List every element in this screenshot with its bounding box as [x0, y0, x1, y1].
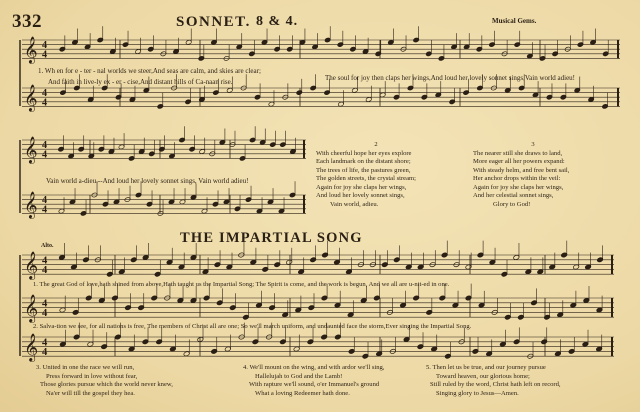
verse-line: 3. United in one the race we will run,	[36, 364, 135, 371]
music-staff	[22, 284, 614, 324]
verse-line: With cheerful hope her eyes explore	[316, 149, 412, 157]
clef: 𝄞	[24, 85, 38, 112]
verse-line: What a loving Redeemer hath done.	[255, 389, 350, 397]
impartial-lyric-2: 2. Salva-tion we see, for all nations is free, The members of Christ all are one; So we'll march uniform, and undaunted face the storm,Ever singing the Impartial Song.	[33, 323, 472, 330]
impartial-verse-4	[243, 364, 384, 398]
verse-line: Hallelujah to God and the Lamb!	[255, 372, 343, 380]
verse-line: Her anchor drops within the veil:	[473, 175, 561, 182]
time-signature: 4	[42, 195, 48, 207]
impartial-verse-3	[36, 364, 173, 398]
verse-number: 3	[531, 141, 535, 148]
verse-line: Singing glory to Jesus—Amen.	[436, 389, 519, 397]
impartial-verse-5	[426, 364, 561, 398]
sonnet-lyric-2: And faith in live-ly ex - er - cise,And distant hills of Ca-naan rise.	[48, 78, 233, 86]
verse-line: More eager all her powers expand:	[473, 158, 565, 165]
verse-line: Those glories pursue which the world never knew,	[40, 381, 173, 388]
sonnet-lyric-1b: The soul for joy then claps her wings,And loud her lovely sonnet sings,Vain world adieu!	[325, 74, 576, 82]
verse-line: With steady helm, and free bent sail,	[473, 166, 570, 174]
music-staff	[22, 181, 306, 219]
music-staff	[22, 126, 306, 164]
time-signature: 4	[42, 49, 48, 61]
verse-line: Still ruled by the word, Christ hath left on record,	[430, 381, 561, 388]
verse-line: Glory to God!	[493, 200, 531, 208]
time-signature: 4	[42, 40, 48, 52]
meter-label: 8 & 4.	[256, 14, 299, 29]
time-signature: 4	[42, 337, 48, 349]
time-signature: 4	[42, 97, 48, 109]
verse-line: And loud her lovely sonnet sings,	[316, 192, 405, 199]
time-signature: 4	[42, 298, 48, 310]
time-signature: 4	[42, 308, 48, 320]
song-title-sonnet: SONNET.	[176, 14, 251, 30]
time-signature: 4	[42, 149, 48, 161]
verse-line: Na'er will till the gospel they hea.	[46, 389, 135, 397]
impartial-lyric-1: 1. The great God of love,hath shined from above,Hath taught us the Impartial Song; The Spirit is come, and the work is begun, And we all are u-nit-ed in one.	[33, 281, 450, 288]
verse-line: Again for joy she claps her wings,	[473, 183, 564, 191]
time-signature: 4	[42, 140, 48, 152]
clef: 𝄞	[24, 294, 39, 323]
verse-number: 2	[374, 141, 378, 148]
verse-line: Toward heaven, our glorious home;	[436, 372, 530, 380]
clef: 𝄞	[24, 192, 38, 219]
clef: 𝄞	[24, 333, 39, 362]
clef: 𝄞	[24, 251, 39, 280]
sonnet-lyric-3: Vain world a-dieu.--And loud her lovely sonnet sings, Vain world adieu!	[46, 177, 249, 185]
time-signature: 4	[42, 204, 48, 216]
source-label: Musical Gems.	[492, 17, 537, 25]
sonnet-verse-2	[316, 141, 436, 209]
verse-line: 4. We'll mount on the wing, and with ardor we'll sing,	[243, 364, 385, 371]
verse-line: Press forward in love without fear,	[46, 372, 138, 380]
time-signature: 4	[42, 347, 48, 359]
verse-line: Each landmark on the distant shore;	[316, 158, 411, 165]
verse-line: With rapture we'll sound, o'er Immanuel's ground	[249, 381, 380, 388]
music-staff	[22, 26, 620, 64]
verse-line: The golden streets, the crystal stream;	[316, 175, 416, 182]
time-signature: 4	[42, 265, 48, 277]
sonnet-verse-3	[473, 141, 593, 209]
clef: 𝄞	[24, 37, 38, 64]
time-signature: 4	[42, 255, 48, 267]
clef: 𝄞	[24, 137, 38, 164]
verse-line: Vain world, adieu.	[330, 200, 379, 208]
verse-line: Again for joy she claps her wings,	[316, 183, 407, 191]
time-signature: 4	[42, 88, 48, 100]
verse-line: 5. Then let us be true, and our journey pursue	[426, 364, 546, 371]
verse-line: The trees of life, the pastures green,	[316, 166, 411, 174]
part-label-alto: Alto.	[41, 243, 54, 249]
song-title-impartial: THE IMPARTIAL SONG	[180, 230, 363, 246]
sonnet-lyric-1a: 1. Wh en for e - ter - nal worlds we steer,And seas are calm, and skies are clear;	[38, 67, 261, 75]
page-number: 332	[12, 11, 42, 32]
verse-line: And her celestial sonnet sings,	[473, 192, 554, 199]
verse-line: The nearer still she draws to land,	[473, 149, 563, 157]
